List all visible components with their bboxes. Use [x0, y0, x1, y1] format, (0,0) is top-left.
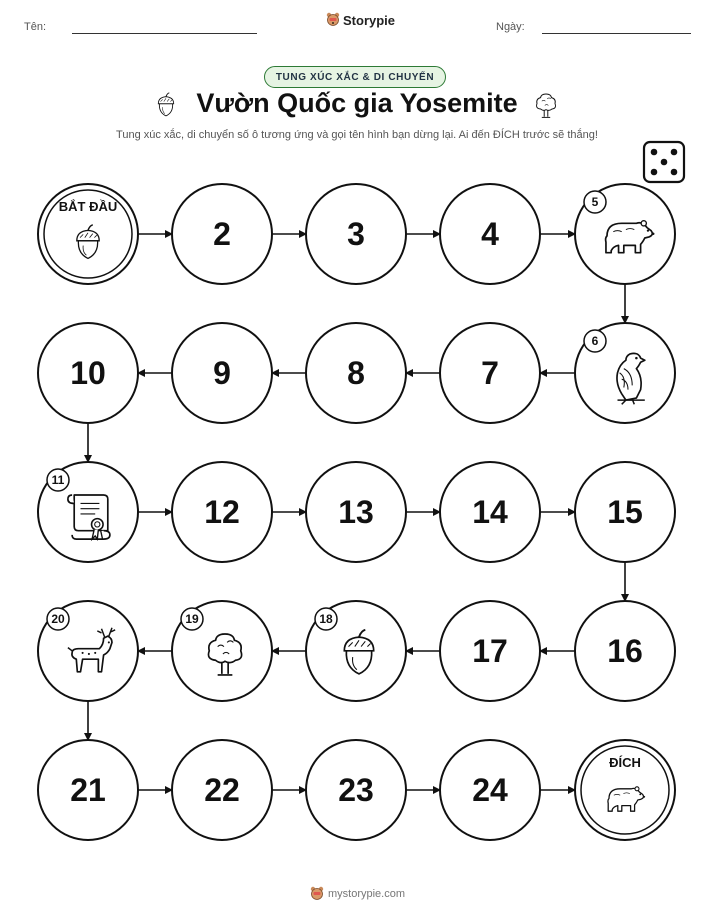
space-number: 5 — [591, 195, 599, 209]
finish-space — [575, 740, 675, 840]
instructions: Tung xúc xắc, di chuyển số ô tương ứng và gọi tên hình bạn dừng lại. Ai đến ĐÍCH trước sẽ thắng! — [116, 129, 598, 141]
board-space-13 — [306, 462, 406, 562]
game-type-tag-text: TUNG XÚC XẮC & DI CHUYỂN — [275, 71, 435, 83]
board-space-3 — [306, 184, 406, 284]
date-label: Ngày: — [496, 21, 525, 33]
board-space-9 — [172, 323, 272, 423]
space-number: 6 — [591, 334, 599, 348]
board-space-5 — [575, 184, 675, 284]
board-space-2 — [172, 184, 272, 284]
space-number: 12 — [204, 494, 240, 530]
space-number: 10 — [70, 355, 106, 391]
tree-icon — [537, 94, 556, 117]
space-number: 14 — [472, 494, 508, 530]
space-number: 13 — [338, 494, 374, 530]
space-number: 4 — [481, 216, 499, 252]
start-space — [38, 184, 138, 284]
board-space-11 — [38, 462, 138, 562]
footer-site: mystorypie.com — [328, 888, 406, 900]
board-space-7 — [440, 323, 540, 423]
board-space-15 — [575, 462, 675, 562]
footer — [310, 886, 405, 902]
space-number: 2 — [213, 216, 231, 252]
start-label: BẮT ĐẦU — [58, 199, 118, 214]
storypie-mascot-icon — [310, 886, 324, 902]
space-number: 7 — [481, 355, 499, 391]
board-space-24 — [440, 740, 540, 840]
space-number: 3 — [347, 216, 365, 252]
board-space-12 — [172, 462, 272, 562]
space-number: 24 — [472, 772, 508, 808]
board-space-16 — [575, 601, 675, 701]
space-number: 16 — [607, 633, 643, 669]
board-space-19 — [172, 601, 272, 701]
board-space-23 — [306, 740, 406, 840]
space-number: 15 — [607, 494, 643, 530]
acorn-icon — [158, 93, 173, 116]
finish-label: ĐÍCH — [609, 755, 641, 770]
board-space-14 — [440, 462, 540, 562]
board-space-6 — [575, 323, 675, 423]
space-number: 20 — [51, 612, 65, 626]
page-title: Vườn Quốc gia Yosemite — [196, 88, 518, 118]
die-five-icon — [644, 142, 684, 182]
space-number: 22 — [204, 772, 240, 808]
space-number: 11 — [51, 473, 65, 487]
board-space-22 — [172, 740, 272, 840]
board-space-8 — [306, 323, 406, 423]
space-number: 23 — [338, 772, 374, 808]
board-space-10 — [38, 323, 138, 423]
space-number: 19 — [185, 612, 199, 626]
brand-name: Storypie — [343, 12, 396, 28]
board-space-17 — [440, 601, 540, 701]
space-number: 18 — [319, 612, 333, 626]
space-number: 17 — [472, 633, 508, 669]
board-space-21 — [38, 740, 138, 840]
space-number: 9 — [213, 355, 231, 391]
space-number: 21 — [70, 772, 106, 808]
board-space-4 — [440, 184, 540, 284]
name-label: Tên: — [24, 21, 47, 33]
space-number: 8 — [347, 355, 365, 391]
board-space-18 — [306, 601, 406, 701]
board-space-20 — [38, 601, 138, 701]
